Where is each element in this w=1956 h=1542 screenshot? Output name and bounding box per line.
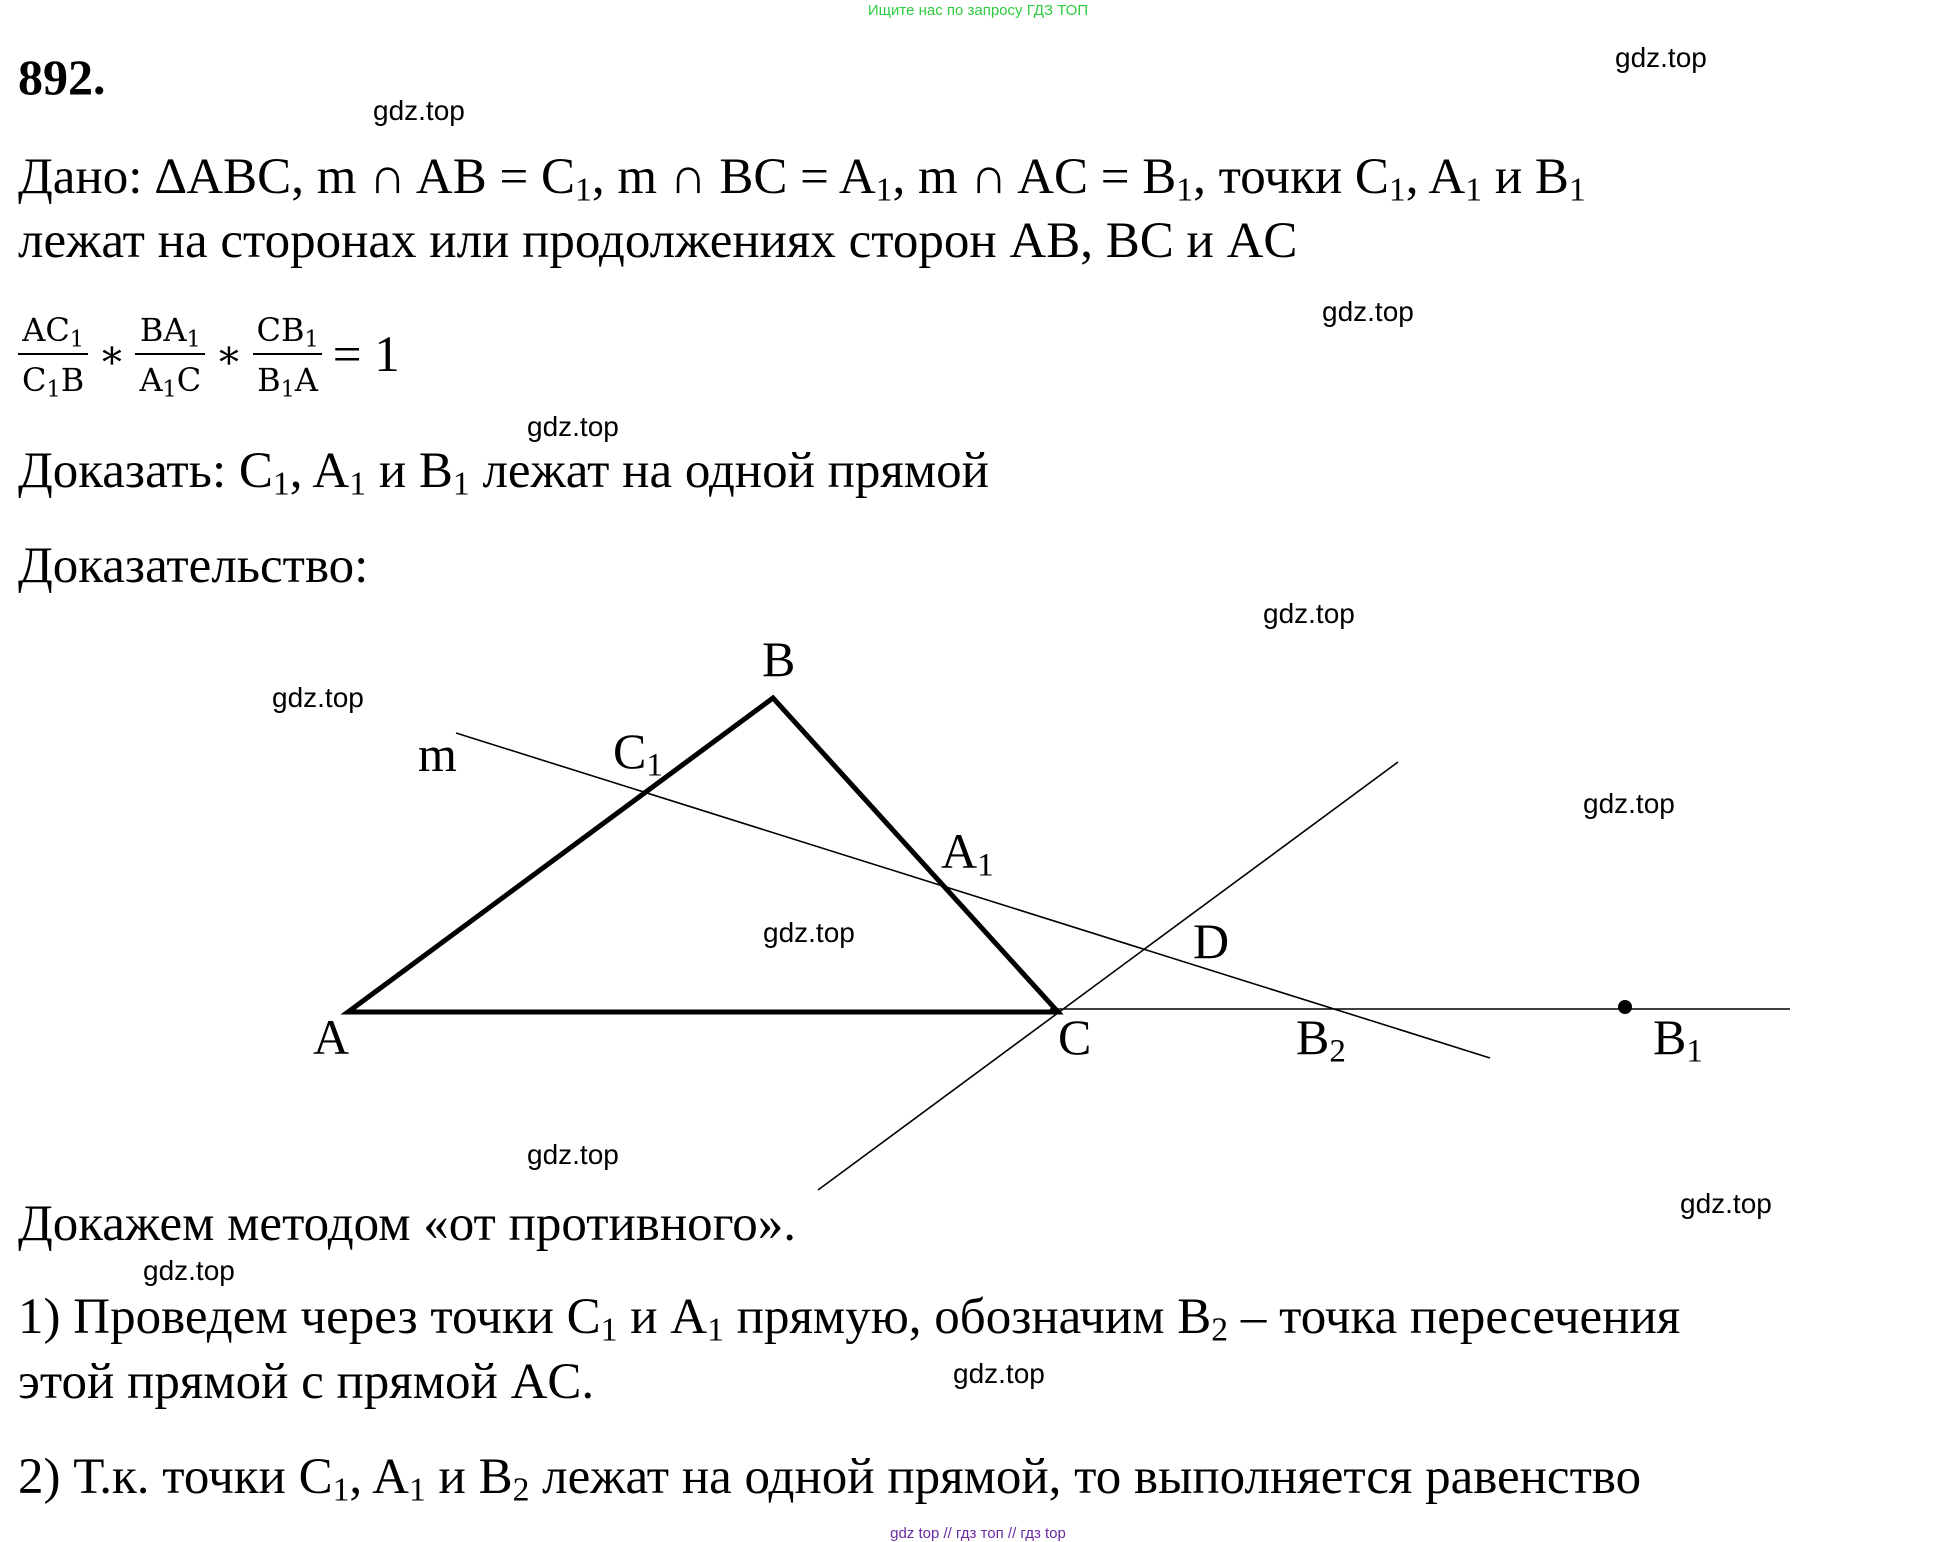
bottom-banner: gdz top // гдз топ // гдз top [890,1525,1066,1542]
sub: 1 [707,1311,724,1349]
label-text: C [613,723,647,779]
given-part: , A [1405,149,1466,205]
label-text: B [1653,1009,1687,1065]
step2-part: лежат на одной прямой, то выполняется равенство [529,1449,1642,1505]
sub: 1 [875,171,893,209]
sub: 1 [600,1311,618,1349]
label-m: m [418,726,457,782]
watermark: gdz.top [763,917,855,948]
sub: 2 [1211,1311,1229,1349]
label-c: C [1058,1009,1092,1065]
step1-part: 1) Проведем через точки C [18,1289,601,1345]
sub: 1 [304,326,319,353]
given-prefix: Дано: ∆ABC, m ∩ AB = C [18,149,576,205]
step2-part: и B [425,1449,513,1505]
watermark: gdz.top [527,1139,619,1170]
sub: 1 [1686,1033,1703,1070]
sub: 2 [512,1471,530,1509]
step2-part: 2) Т.к. точки C [18,1449,333,1505]
watermark: gdz.top [1263,598,1355,629]
sub: 1 [452,465,470,503]
prove-part: , A [289,443,350,499]
sub: 1 [349,465,367,503]
times-sign: ∗ [215,332,243,378]
step1-part: и A [617,1289,708,1345]
given-line-2: лежат на сторонах или продолжениях сторон AB, BC и AC [18,213,1298,269]
sub: 1 [1176,171,1194,209]
label-c1 [613,722,663,784]
step1-line-2: этой прямой с прямой AC. [18,1354,595,1410]
given-part: , точки C [1193,149,1389,205]
sub: 1 [408,1471,426,1509]
watermark: gdz.top [1680,1188,1772,1219]
watermark: gdz.top [143,1255,235,1286]
label-b: B [762,631,796,687]
watermark: gdz.top [373,95,465,126]
label-d: D [1193,913,1230,969]
frac-num: BA [139,310,187,349]
sub: 1 [332,1471,350,1509]
step1-part: прямую, обозначим B [723,1289,1212,1345]
prove-part: и B [366,443,453,499]
watermark: gdz.top [953,1358,1045,1389]
given-part: , m ∩ BC = A [591,149,876,205]
equals-one: = 1 [332,327,400,383]
sub: 1 [69,326,85,353]
frac-num: AC [22,310,70,349]
sub: 1 [272,465,290,503]
label-text: A [941,823,978,879]
given-part: , m ∩ AC = B [892,149,1177,205]
frac-den: C [22,361,47,399]
frac-den: A [139,361,163,399]
prove-part: Доказать: C [18,443,273,499]
label-b1 [1653,1008,1703,1070]
top-banner: Ищите нас по запросу ГДЗ ТОП [867,2,1089,19]
step1-part: – точка пересечения [1228,1289,1681,1345]
watermark: gdz.top [1583,788,1675,819]
frac-den: A [294,361,319,399]
proof-title: Доказательство: [18,538,369,594]
sub: 1 [280,376,295,403]
watermark: gdz.top [272,682,364,713]
sub: 1 [1388,171,1406,209]
method-text: Докажем методом «от противного». [18,1196,797,1252]
point-b1 [1618,1000,1632,1014]
frac-den: B [60,361,85,399]
step1-line-1 [18,1288,1681,1349]
given-part: и B [1482,149,1569,205]
label-text: B [1296,1009,1330,1065]
prove-part: лежат на одной прямой [469,443,989,499]
label-b2 [1296,1008,1346,1070]
sub: 2 [1329,1033,1346,1070]
sub: 1 [1465,171,1483,209]
line-through-c [818,762,1398,1190]
watermark: gdz.top [527,411,619,442]
sub: 1 [186,326,201,353]
sub: 1 [162,376,177,403]
sub: 1 [46,376,61,403]
frac-den: C [176,361,202,399]
frac-num: CB [256,310,305,349]
label-a1 [941,822,994,884]
sub: 1 [1568,171,1586,209]
sub: 1 [977,847,994,884]
sub: 1 [646,747,663,784]
sub: 1 [575,171,592,209]
step2-part: , A [349,1449,409,1505]
times-sign: ∗ [98,332,126,378]
problem-number: 892. [18,49,106,105]
step2-line [18,1448,1642,1509]
label-a: A [313,1009,350,1065]
watermark: gdz.top [1615,42,1707,73]
frac-den: B [257,361,281,399]
watermark: gdz.top [1322,296,1414,327]
